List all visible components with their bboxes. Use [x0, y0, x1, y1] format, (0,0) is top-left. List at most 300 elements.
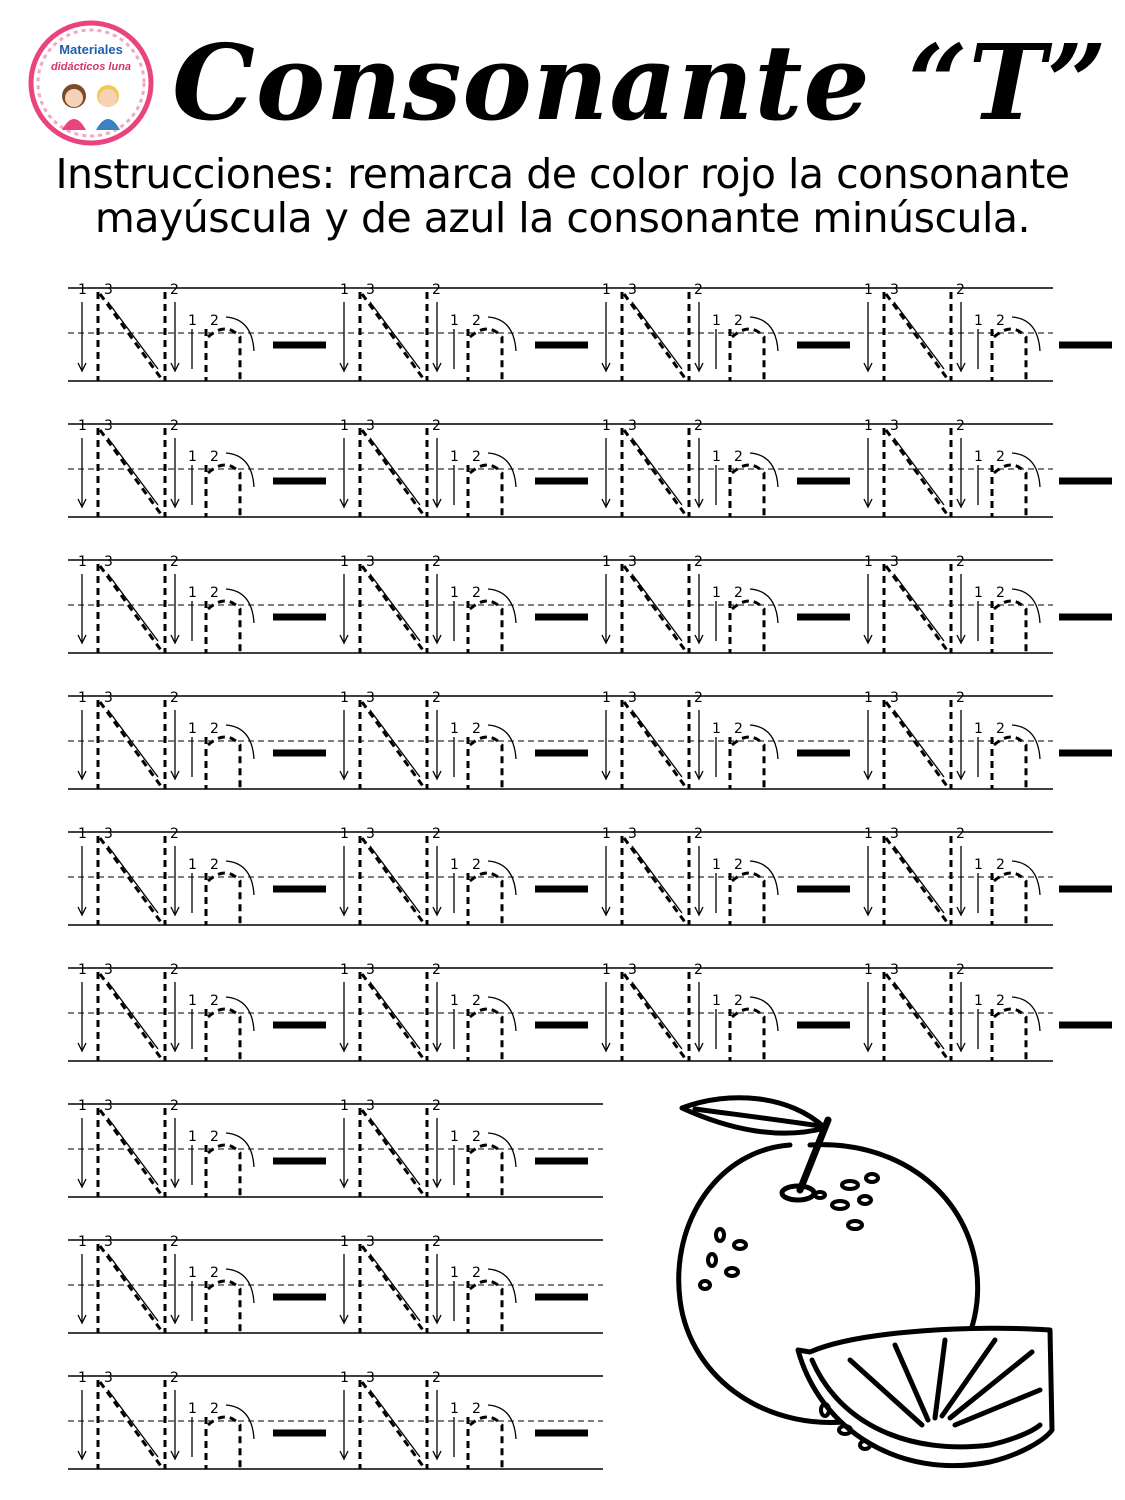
arrow-l2	[488, 317, 516, 351]
stroke-number: 1	[864, 690, 873, 706]
uppercase-stroke-3	[886, 430, 949, 517]
stroke-number: 2	[996, 993, 1005, 1009]
stroke-number: 1	[450, 721, 459, 737]
uppercase-stroke-3	[624, 838, 687, 925]
stroke-number: 1	[78, 962, 87, 978]
stroke-number: 1	[340, 690, 349, 706]
stroke-number: 1	[78, 826, 87, 842]
letter-pair	[602, 962, 850, 1061]
lowercase-stroke-2	[208, 329, 240, 381]
stroke-number: 2	[210, 313, 219, 329]
arrow-3	[108, 710, 158, 777]
stroke-number: 2	[210, 449, 219, 465]
stroke-number: 2	[956, 962, 965, 978]
stroke-number: 3	[104, 418, 113, 434]
arrow-l2	[1012, 997, 1040, 1031]
stroke-number: 3	[890, 962, 899, 978]
instructions-line-1: Instrucciones: remarca de color rojo la consonante	[55, 150, 1070, 198]
stroke-number: 1	[340, 1098, 349, 1114]
arrow-l2	[226, 317, 254, 351]
stroke-number: 3	[366, 1234, 375, 1250]
stroke-number: 2	[734, 449, 743, 465]
lowercase-stroke-2	[994, 873, 1026, 925]
uppercase-stroke-3	[362, 1382, 425, 1469]
stroke-number: 2	[432, 554, 441, 570]
arrow-3	[370, 302, 420, 369]
stroke-number: 1	[712, 449, 721, 465]
letter-pair	[78, 418, 326, 517]
stroke-number: 2	[472, 1265, 481, 1281]
stroke-number: 2	[472, 585, 481, 601]
arrow-3	[632, 710, 682, 777]
uppercase-stroke-3	[362, 430, 425, 517]
uppercase-stroke-3	[362, 974, 425, 1061]
stroke-number: 2	[996, 585, 1005, 601]
arrow-3	[108, 846, 158, 913]
stroke-number: 2	[472, 857, 481, 873]
stroke-number: 1	[450, 993, 459, 1009]
stroke-number: 2	[170, 418, 179, 434]
arrow-l2	[1012, 861, 1040, 895]
arrow-3	[108, 1390, 158, 1457]
stroke-number: 1	[712, 721, 721, 737]
stroke-number: 1	[78, 690, 87, 706]
uppercase-stroke-3	[362, 702, 425, 789]
stroke-number: 2	[472, 1129, 481, 1145]
stroke-number: 2	[170, 826, 179, 842]
stroke-number: 2	[170, 1098, 179, 1114]
lowercase-stroke-2	[208, 1417, 240, 1469]
arrow-l2	[750, 861, 778, 895]
stroke-number: 1	[340, 418, 349, 434]
stroke-number: 2	[956, 282, 965, 298]
stroke-number: 3	[104, 962, 113, 978]
lowercase-stroke-2	[470, 737, 502, 789]
stroke-number: 3	[628, 826, 637, 842]
stroke-number: 2	[694, 554, 703, 570]
uppercase-stroke-3	[100, 1246, 163, 1333]
stroke-number: 1	[78, 418, 87, 434]
tracing-row	[68, 690, 1112, 789]
arrow-l2	[488, 725, 516, 759]
letter-pair	[78, 690, 326, 789]
letter-pair	[78, 962, 326, 1061]
stroke-number: 2	[170, 282, 179, 298]
stroke-number: 1	[864, 962, 873, 978]
arrow-l2	[226, 1405, 254, 1439]
arrow-3	[370, 710, 420, 777]
stroke-number: 3	[628, 282, 637, 298]
lowercase-stroke-2	[994, 1009, 1026, 1061]
stroke-number: 1	[974, 857, 983, 873]
letter-pair	[78, 1098, 326, 1197]
letter-pair	[340, 554, 588, 653]
lowercase-stroke-2	[470, 873, 502, 925]
stroke-number: 1	[450, 313, 459, 329]
stroke-number: 2	[210, 1265, 219, 1281]
stroke-number: 1	[864, 826, 873, 842]
stroke-number: 2	[432, 690, 441, 706]
letter-pair	[602, 690, 850, 789]
stroke-number: 1	[78, 1234, 87, 1250]
lowercase-stroke-2	[208, 1281, 240, 1333]
letter-pair	[864, 826, 1112, 925]
stroke-number: 2	[734, 313, 743, 329]
stroke-number: 2	[432, 1098, 441, 1114]
arrow-3	[370, 1390, 420, 1457]
arrow-3	[108, 574, 158, 641]
lowercase-stroke-2	[732, 1009, 764, 1061]
stroke-number: 1	[188, 857, 197, 873]
lowercase-stroke-2	[208, 873, 240, 925]
stroke-number: 1	[188, 585, 197, 601]
lowercase-stroke-2	[208, 737, 240, 789]
uppercase-stroke-3	[362, 838, 425, 925]
stroke-number: 2	[996, 449, 1005, 465]
stroke-number: 2	[210, 585, 219, 601]
uppercase-stroke-3	[362, 1110, 425, 1197]
stroke-number: 2	[432, 826, 441, 842]
stroke-number: 3	[628, 554, 637, 570]
letter-pair	[340, 418, 588, 517]
stroke-number: 3	[890, 282, 899, 298]
stroke-number: 1	[864, 282, 873, 298]
arrow-3	[108, 1254, 158, 1321]
stroke-number: 2	[210, 993, 219, 1009]
arrow-l2	[488, 589, 516, 623]
stroke-number: 1	[78, 554, 87, 570]
arrow-l2	[1012, 453, 1040, 487]
letter-pair	[78, 554, 326, 653]
arrow-l2	[1012, 589, 1040, 623]
stroke-number: 3	[628, 690, 637, 706]
stroke-number: 1	[864, 554, 873, 570]
stroke-number: 2	[432, 418, 441, 434]
stroke-number: 1	[602, 826, 611, 842]
uppercase-stroke-3	[886, 294, 949, 381]
lowercase-stroke-2	[470, 1145, 502, 1197]
stroke-number: 1	[712, 857, 721, 873]
stroke-number: 1	[450, 585, 459, 601]
stroke-number: 1	[712, 993, 721, 1009]
uppercase-stroke-3	[886, 566, 949, 653]
stroke-number: 1	[602, 554, 611, 570]
arrow-3	[894, 574, 944, 641]
tracing-row	[68, 962, 1112, 1061]
arrow-l2	[488, 1269, 516, 1303]
lowercase-stroke-2	[994, 329, 1026, 381]
stroke-number: 3	[366, 690, 375, 706]
stroke-number: 2	[734, 721, 743, 737]
uppercase-stroke-3	[100, 702, 163, 789]
stroke-number: 1	[974, 721, 983, 737]
letter-pair	[340, 826, 588, 925]
stroke-number: 3	[366, 418, 375, 434]
letter-pair	[864, 282, 1112, 381]
tracing-row	[68, 1370, 603, 1469]
letter-pair	[340, 962, 588, 1061]
stroke-number: 2	[210, 1129, 219, 1145]
stroke-number: 1	[340, 1234, 349, 1250]
stroke-number: 3	[890, 554, 899, 570]
stroke-number: 2	[694, 826, 703, 842]
stroke-number: 2	[996, 313, 1005, 329]
arrow-3	[370, 846, 420, 913]
stroke-number: 1	[974, 585, 983, 601]
letter-pair	[78, 1370, 326, 1469]
arrow-l2	[750, 317, 778, 351]
stroke-number: 3	[890, 690, 899, 706]
letter-pair	[340, 690, 588, 789]
stroke-number: 3	[628, 418, 637, 434]
stroke-number: 2	[432, 1370, 441, 1386]
arrow-l2	[750, 589, 778, 623]
arrow-3	[632, 302, 682, 369]
uppercase-stroke-3	[886, 702, 949, 789]
stroke-number: 1	[450, 449, 459, 465]
stroke-number: 1	[78, 282, 87, 298]
stroke-number: 2	[472, 313, 481, 329]
arrow-3	[370, 1118, 420, 1185]
stroke-number: 1	[340, 1370, 349, 1386]
arrow-l2	[750, 997, 778, 1031]
stroke-number: 2	[734, 857, 743, 873]
letter-pair	[78, 826, 326, 925]
arrow-3	[894, 710, 944, 777]
lowercase-stroke-2	[470, 601, 502, 653]
arrow-3	[632, 982, 682, 1049]
stroke-number: 1	[78, 1370, 87, 1386]
arrow-3	[108, 1118, 158, 1185]
lowercase-stroke-2	[470, 465, 502, 517]
stroke-number: 1	[864, 418, 873, 434]
stroke-number: 2	[432, 282, 441, 298]
tracing-row	[68, 1234, 603, 1333]
arrow-l2	[488, 861, 516, 895]
stroke-number: 2	[996, 857, 1005, 873]
uppercase-stroke-3	[624, 702, 687, 789]
stroke-number: 1	[974, 449, 983, 465]
letter-pair	[602, 282, 850, 381]
letter-pair	[864, 554, 1112, 653]
arrow-3	[894, 302, 944, 369]
stroke-number: 2	[956, 690, 965, 706]
stroke-number: 3	[104, 690, 113, 706]
lowercase-stroke-2	[732, 737, 764, 789]
stroke-number: 1	[450, 1401, 459, 1417]
uppercase-stroke-3	[624, 974, 687, 1061]
letter-pair	[78, 282, 326, 381]
stroke-number: 1	[974, 993, 983, 1009]
stroke-number: 3	[104, 554, 113, 570]
stroke-number: 3	[104, 1234, 113, 1250]
stroke-number: 2	[210, 1401, 219, 1417]
stroke-number: 1	[340, 554, 349, 570]
stroke-number: 3	[366, 554, 375, 570]
arrow-l2	[1012, 317, 1040, 351]
uppercase-stroke-3	[100, 1382, 163, 1469]
uppercase-stroke-3	[886, 974, 949, 1061]
stroke-number: 2	[694, 690, 703, 706]
stroke-number: 2	[432, 962, 441, 978]
lowercase-stroke-2	[994, 465, 1026, 517]
stroke-number: 3	[104, 282, 113, 298]
arrow-l2	[488, 453, 516, 487]
stroke-number: 1	[450, 857, 459, 873]
stroke-number: 1	[188, 1129, 197, 1145]
arrow-3	[108, 302, 158, 369]
uppercase-stroke-3	[362, 566, 425, 653]
lowercase-stroke-2	[732, 329, 764, 381]
letter-pair	[864, 690, 1112, 789]
stroke-number: 2	[210, 857, 219, 873]
lowercase-stroke-2	[470, 1281, 502, 1333]
letter-pair	[864, 418, 1112, 517]
arrow-l2	[750, 453, 778, 487]
letter-pair	[602, 554, 850, 653]
uppercase-stroke-3	[362, 294, 425, 381]
arrow-3	[632, 846, 682, 913]
letter-pair	[602, 418, 850, 517]
stroke-number: 1	[188, 721, 197, 737]
stroke-number: 1	[450, 1265, 459, 1281]
stroke-number: 2	[694, 962, 703, 978]
arrow-l2	[1012, 725, 1040, 759]
stroke-number: 1	[712, 585, 721, 601]
tracing-row	[68, 554, 1112, 653]
stroke-number: 2	[432, 1234, 441, 1250]
tracing-row	[68, 1098, 603, 1197]
instructions-line-2: mayúscula y de azul la consonante minúscula.	[94, 194, 1031, 242]
arrow-l2	[226, 453, 254, 487]
arrow-3	[894, 438, 944, 505]
stroke-number: 1	[974, 313, 983, 329]
stroke-number: 2	[472, 721, 481, 737]
lowercase-stroke-2	[470, 1009, 502, 1061]
letter-pair	[864, 962, 1112, 1061]
arrow-l2	[488, 997, 516, 1031]
tracing-row	[68, 282, 1112, 381]
arrow-3	[370, 1254, 420, 1321]
stroke-number: 3	[104, 826, 113, 842]
arrow-3	[894, 982, 944, 1049]
letter-pair	[340, 1098, 588, 1197]
stroke-number: 2	[734, 993, 743, 1009]
arrow-l2	[488, 1405, 516, 1439]
stroke-number: 2	[956, 826, 965, 842]
stroke-number: 2	[956, 554, 965, 570]
stroke-number: 2	[210, 721, 219, 737]
uppercase-stroke-3	[624, 566, 687, 653]
stroke-number: 1	[602, 690, 611, 706]
stroke-number: 1	[188, 449, 197, 465]
stroke-number: 1	[602, 418, 611, 434]
lowercase-stroke-2	[470, 1417, 502, 1469]
arrow-3	[108, 982, 158, 1049]
stroke-number: 1	[78, 1098, 87, 1114]
arrow-l2	[226, 589, 254, 623]
stroke-number: 3	[890, 418, 899, 434]
logo-text-line2: didácticos luna	[50, 61, 132, 73]
uppercase-stroke-3	[624, 294, 687, 381]
lowercase-stroke-2	[994, 601, 1026, 653]
stroke-number: 2	[170, 962, 179, 978]
logo-text-line1: Materiales	[59, 42, 123, 57]
stroke-number: 1	[340, 962, 349, 978]
stroke-number: 2	[956, 418, 965, 434]
letter-pair	[78, 1234, 326, 1333]
arrow-l2	[226, 861, 254, 895]
stroke-number: 1	[188, 993, 197, 1009]
arrow-3	[108, 438, 158, 505]
orange-illustration	[660, 1090, 1060, 1490]
lowercase-stroke-2	[208, 1009, 240, 1061]
stroke-number: 2	[170, 1370, 179, 1386]
lowercase-stroke-2	[732, 873, 764, 925]
arrow-l2	[226, 997, 254, 1031]
stroke-number: 3	[366, 826, 375, 842]
arrow-l2	[226, 725, 254, 759]
stroke-number: 3	[366, 962, 375, 978]
arrow-3	[370, 982, 420, 1049]
stroke-number: 2	[996, 721, 1005, 737]
uppercase-stroke-3	[100, 1110, 163, 1197]
stroke-number: 2	[694, 282, 703, 298]
letter-pair	[340, 1234, 588, 1333]
page-title: Consonante “T”	[172, 21, 1108, 144]
arrow-l2	[226, 1133, 254, 1167]
letter-pair	[602, 826, 850, 925]
stroke-number: 1	[602, 282, 611, 298]
stroke-number: 1	[712, 313, 721, 329]
arrow-l2	[750, 725, 778, 759]
stroke-number: 1	[188, 1265, 197, 1281]
uppercase-stroke-3	[886, 838, 949, 925]
lowercase-stroke-2	[208, 1145, 240, 1197]
stroke-number: 1	[188, 1401, 197, 1417]
stroke-number: 1	[340, 282, 349, 298]
stroke-number: 2	[472, 1401, 481, 1417]
stroke-number: 3	[366, 1370, 375, 1386]
lowercase-stroke-2	[994, 737, 1026, 789]
stroke-number: 3	[890, 826, 899, 842]
stroke-number: 3	[366, 1098, 375, 1114]
stroke-number: 2	[170, 554, 179, 570]
tracing-row	[68, 418, 1112, 517]
arrow-3	[370, 574, 420, 641]
lowercase-stroke-2	[208, 601, 240, 653]
stroke-number: 3	[366, 282, 375, 298]
uppercase-stroke-3	[100, 838, 163, 925]
arrow-3	[632, 574, 682, 641]
uppercase-stroke-3	[624, 430, 687, 517]
lowercase-stroke-2	[732, 465, 764, 517]
stroke-number: 2	[734, 585, 743, 601]
letter-pair	[340, 282, 588, 381]
lowercase-stroke-2	[732, 601, 764, 653]
stroke-number: 1	[188, 313, 197, 329]
uppercase-stroke-3	[100, 294, 163, 381]
stroke-number: 2	[694, 418, 703, 434]
letter-pair	[340, 1370, 588, 1469]
stroke-number: 3	[628, 962, 637, 978]
lowercase-stroke-2	[470, 329, 502, 381]
stroke-number: 1	[450, 1129, 459, 1145]
stroke-number: 2	[472, 449, 481, 465]
stroke-number: 3	[104, 1370, 113, 1386]
stroke-number: 1	[602, 962, 611, 978]
stroke-number: 2	[472, 993, 481, 1009]
